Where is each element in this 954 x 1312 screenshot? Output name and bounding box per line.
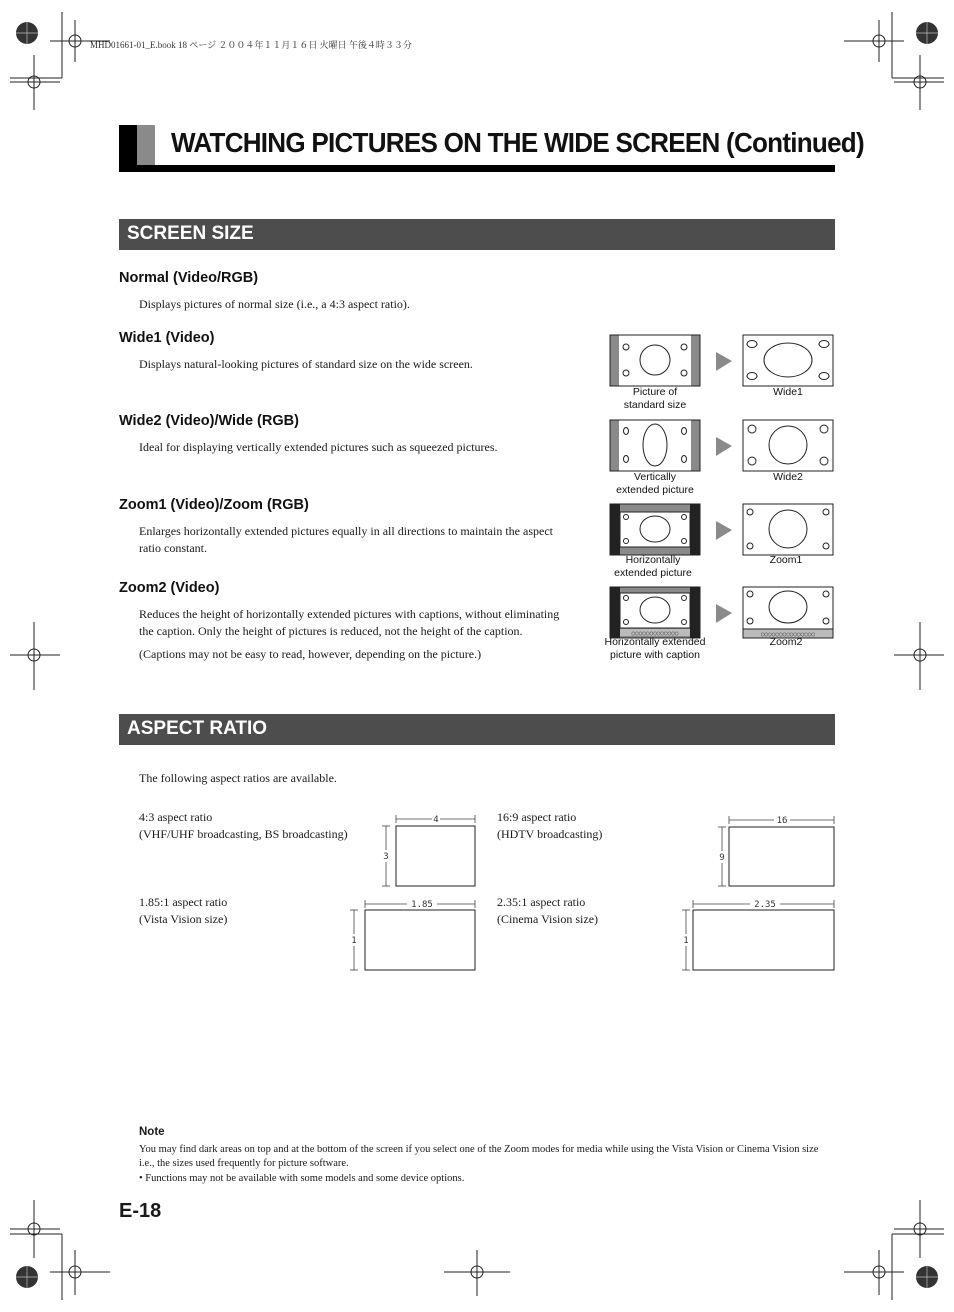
height-label: 9 [719,853,725,863]
mode-description: Enlarges horizontally extended pictures equally in all directions to maintain the aspect [139,524,553,538]
section-heading: SCREEN SIZE [127,223,254,244]
width-label: 4 [433,815,439,825]
diagram-result-label: Zoom1 [769,554,803,566]
height-label: 1 [351,936,357,946]
zoom2-diagram [609,586,835,641]
page-title-bar [119,125,864,172]
height-label: 3 [383,852,389,862]
mode-title: Wide2 (Video)/Wide (RGB) [119,413,299,429]
aspect-ratio-label: 4:3 aspect ratio (VHF/UHF broadcasting, BS broadcasting) [139,810,348,841]
zoom1-diagram [609,503,835,558]
mode-description: ratio constant. [139,541,207,555]
section-heading: ASPECT RATIO [127,718,268,739]
note-text: You may find dark areas on top and at the bottom of the screen if you select one of the Zoom modes for media while using the Vista Vision or Cinema Vision size i.e., the sizes used frequently for picture software. [139,1144,819,1169]
note-title: Note [139,1126,165,1138]
aspect-185-box [344,896,480,976]
width-label: 1.85 [411,900,433,910]
diagram-source-label: Picture of standard size [623,386,687,411]
aspect-ratio-label: 2.35:1 aspect ratio (Cinema Vision size) [497,895,599,926]
aspect-235-box [676,896,838,976]
aspect-4-3-box [376,812,480,890]
width-label: 16 [776,816,788,826]
diagram-source-label: Horizontally extended picture [614,554,692,579]
mode-description: Ideal for displaying vertically extended pictures such as squeezed pictures. [139,440,498,454]
mode-description: the caption. Only the height of pictures is reduced, not the height of the caption. [139,624,523,638]
svg-text:○○○○○○○○○○○○○○○: ○○○○○○○○○○○○○○○ [760,631,816,638]
page-number: E-18 [119,1200,162,1222]
svg-text:○○○○○○○○○○○○○: ○○○○○○○○○○○○○ [631,630,679,637]
mode-description: Reduces the height of horizontally extended pictures with captions, without eliminating [139,607,560,621]
aspect-ratio-label: 1.85:1 aspect ratio (Vista Vision size) [139,895,228,926]
note-bullet: • Functions may not be available with some models and some device options. [139,1173,465,1184]
mode-description: (Captions may not be easy to read, however, depending on the picture.) [139,647,482,661]
height-label: 1 [683,936,689,946]
diagram-result-label: Wide1 [773,386,803,398]
aspect-intro: The following aspect ratios are available. [139,771,337,785]
diagram-result-label: Zoom2 [769,636,803,648]
wide1-diagram [609,334,835,389]
mode-title: Normal (Video/RGB) [119,270,259,286]
mode-description: Displays pictures of normal size (i.e., a 4:3 aspect ratio). [139,297,410,311]
diagram-result-label: Wide2 [773,471,803,483]
file-header-line: MHD01661-01_E.book 18 ページ ２００４年１１月１６日 火曜日 午後４時３３分 [90,40,412,50]
mode-description: Displays natural-looking pictures of standard size on the wide screen. [139,357,473,371]
mode-title: Zoom1 (Video)/Zoom (RGB) [119,497,309,513]
diagram-source-label: Vertically extended picture [616,471,694,496]
aspect-16-9-box [712,812,838,890]
mode-title: Zoom2 (Video) [119,580,220,596]
mode-title: Wide1 (Video) [119,330,215,346]
aspect-ratio-label: 16:9 aspect ratio (HDTV broadcasting) [497,810,603,841]
section-screen-size [119,219,835,250]
wide2-diagram [609,419,835,474]
section-aspect-ratio [119,714,835,745]
width-label: 2.35 [754,900,776,910]
page-title: WATCHING PICTURES ON THE WIDE SCREEN (Continued) [171,127,864,158]
diagram-source-label: Horizontally extended picture with caption [604,636,706,661]
